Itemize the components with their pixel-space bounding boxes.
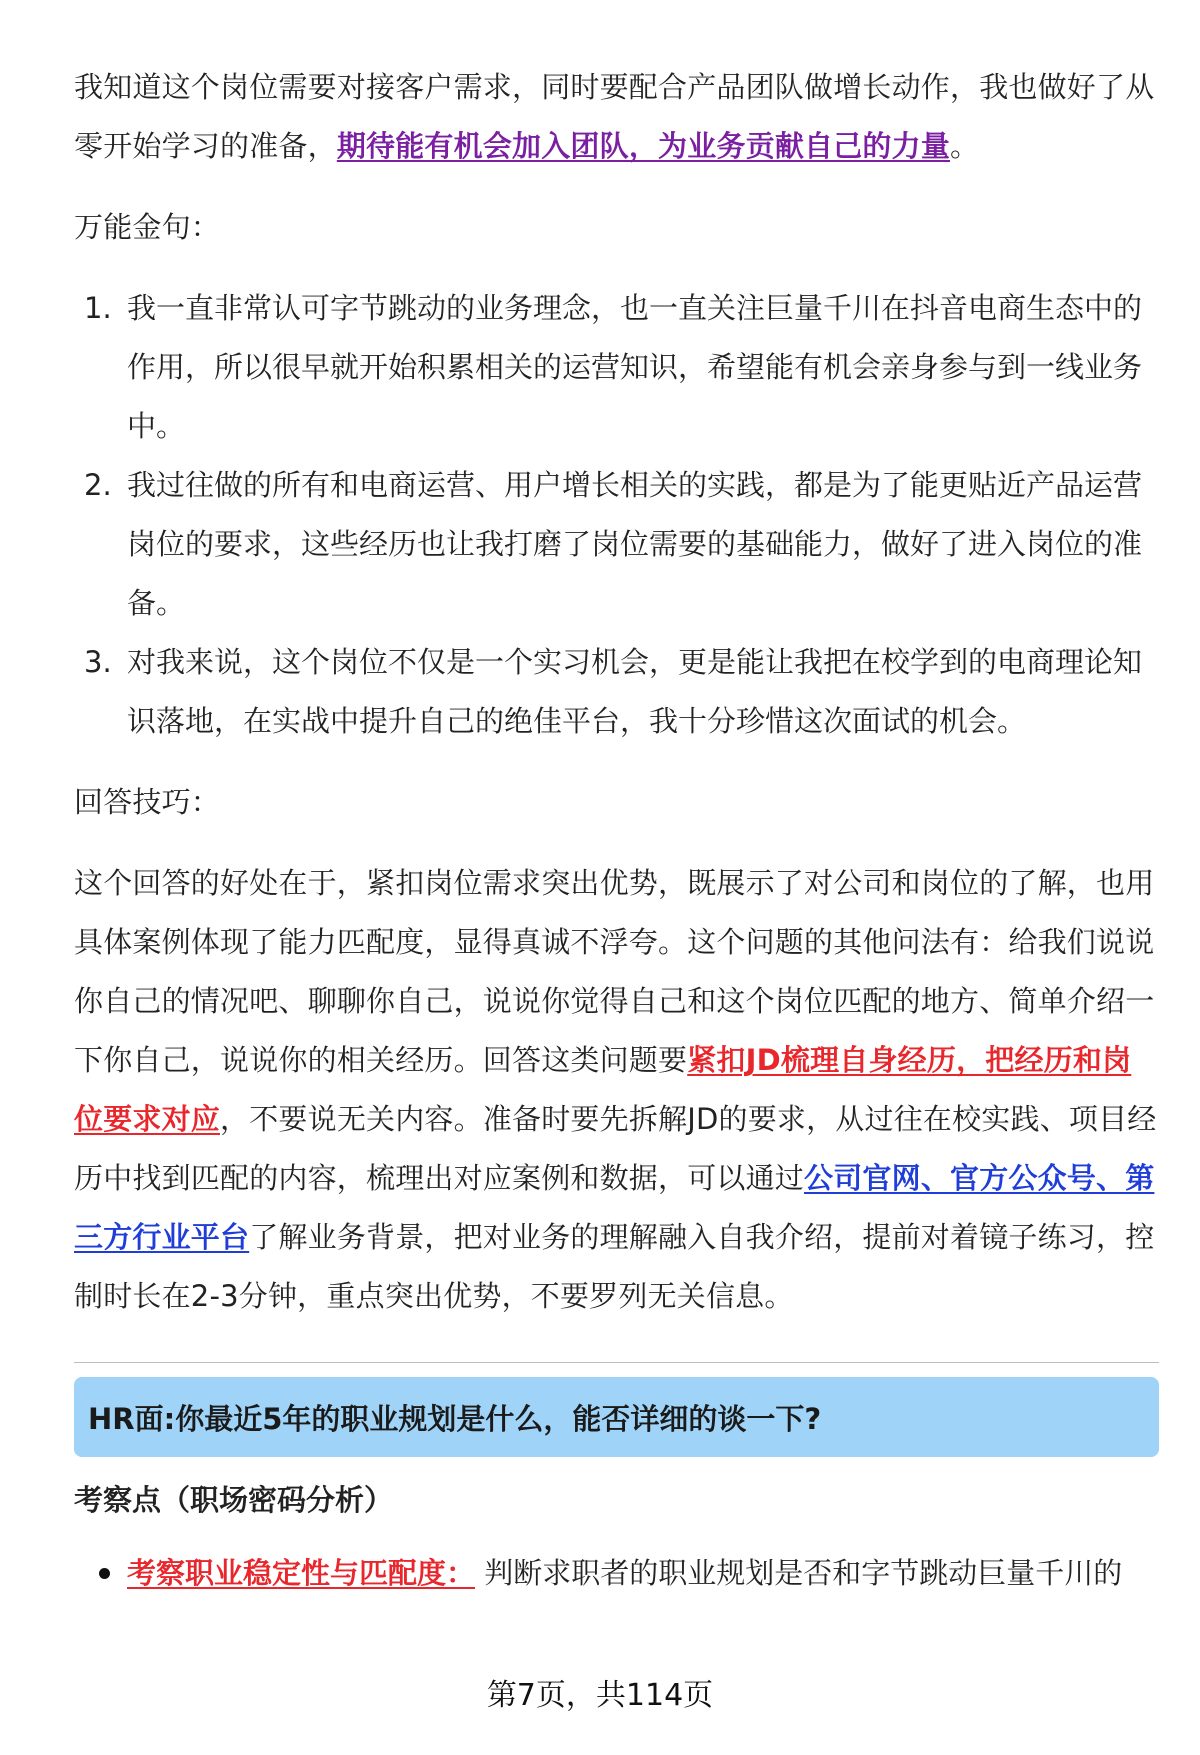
technique-label: 回答技巧： <box>74 785 221 819</box>
question-banner <box>74 1377 1159 1457</box>
intro-paragraph <box>74 58 1159 176</box>
technique-blue-highlight: 公司官网、官方公众号、第三方行业平台 <box>74 1161 1155 1254</box>
analysis-item-label: 考察职业稳定性与匹配度： <box>127 1556 476 1590</box>
analysis-item-text: 判断求职者的职业规划是否和字节跳动巨量千川的 <box>484 1556 1123 1590</box>
analysis-title: 考察点（职场密码分析） <box>74 1483 394 1517</box>
technique-text-3: 了解业务背景，把对业务的理解融入自我介绍，提前对着镜子练习，控制时长在2-3分钟，重点突出优势，不要罗列无关信息。 <box>74 1220 1155 1313</box>
intro-end: 。 <box>950 129 980 163</box>
list-item-number: 2. <box>84 468 112 502</box>
list-item-text: 对我来说，这个岗位不仅是一个实习机会，更是能让我把在校学到的电商理论知识落地，在实战中提升自己的绝佳平台，我十分珍惜这次面试的机会。 <box>127 645 1143 738</box>
section-divider <box>74 1362 1159 1363</box>
technique-paragraph <box>74 854 1159 1326</box>
intro-text: 我知道这个岗位需要对接客户需求，同时要配合产品团队做增长动作，我也做好了从零开始学习的准备， <box>74 70 1155 163</box>
question-text: HR面:你最近5年的职业规划是什么，能否详细的谈一下? <box>88 1401 822 1436</box>
intro-highlight: 期待能有机会加入团队，为业务贡献自己的力量 <box>336 129 951 163</box>
page-content <box>74 58 1159 1603</box>
phrases-label: 万能金句： <box>74 210 221 244</box>
analysis-list <box>74 1544 1159 1603</box>
list-item <box>74 279 1159 456</box>
list-item <box>74 1544 1159 1603</box>
list-item-text: 我过往做的所有和电商运营、用户增长相关的实践，都是为了能更贴近产品运营岗位的要求，这些经历也让我打磨了岗位需要的基础能力，做好了进入岗位的准备。 <box>127 468 1143 620</box>
list-item <box>74 456 1159 633</box>
bullet-icon <box>99 1568 110 1579</box>
list-item-number: 1. <box>84 291 112 325</box>
list-item-number: 3. <box>84 645 112 679</box>
list-item-text: 我一直非常认可字节跳动的业务理念，也一直关注巨量千川在抖音电商生态中的作用，所以很早就开始积累相关的运营知识，希望能有机会亲身参与到一线业务中。 <box>127 291 1143 443</box>
technique-text-1: 这个回答的好处在于，紧扣岗位需求突出优势，既展示了对公司和岗位的了解，也用具体案例体现了能力匹配度，显得真诚不浮夸。这个问题的其他问法有：给我们说说你自己的情况吧、聊聊你自己，说说你觉得自己和这个岗位匹配的地方、简单介绍一下你自己，说说你的相关经历。回答这类问题要 <box>74 866 1155 1077</box>
list-item <box>74 633 1159 751</box>
phrases-list <box>74 279 1159 751</box>
page-number: 第7页，共114页 <box>486 1678 714 1713</box>
technique-text-2: ，不要说无关内容。准备时要先拆解JD的要求，从过往在校实践、项目经历中找到匹配的内容，梳理出对应案例和数据，可以通过 <box>74 1102 1157 1195</box>
technique-red-highlight: 紧扣JD梳理自身经历，把经历和岗位要求对应 <box>74 1043 1132 1136</box>
